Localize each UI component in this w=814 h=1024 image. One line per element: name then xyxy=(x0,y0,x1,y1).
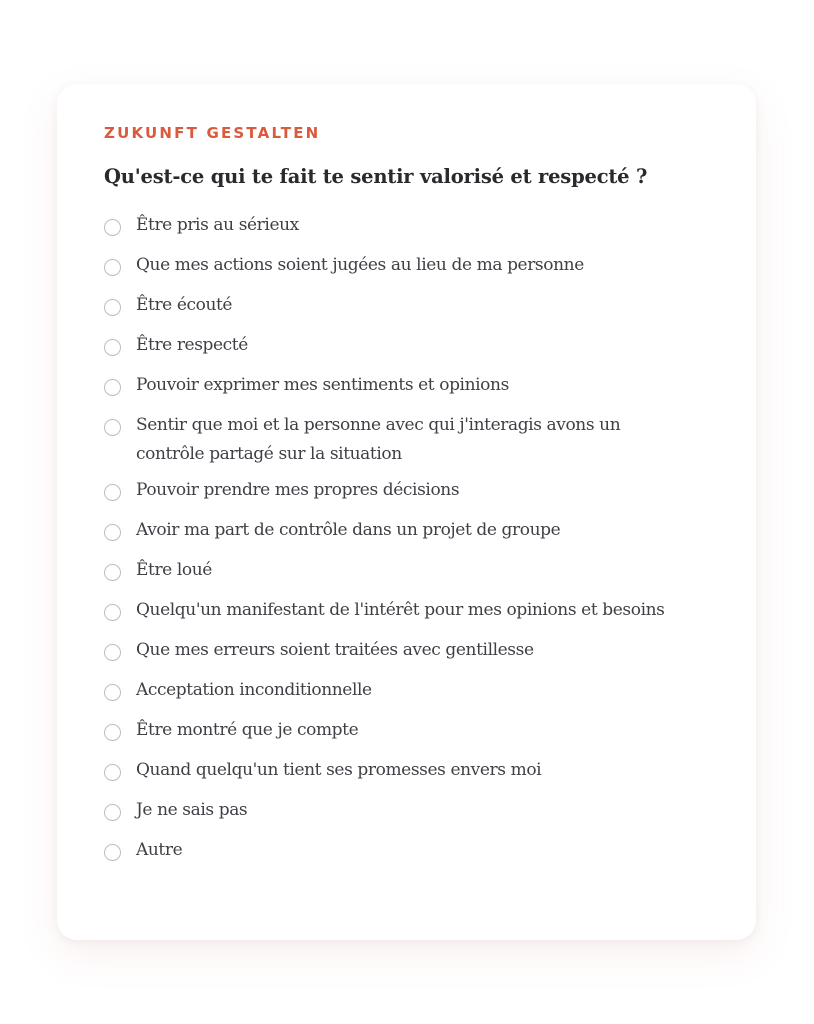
option-item[interactable] xyxy=(104,800,716,829)
option-label: Être respecté xyxy=(136,335,248,355)
radio-button[interactable] xyxy=(104,724,121,741)
options-list xyxy=(104,215,716,869)
radio-button[interactable] xyxy=(104,524,121,541)
option-label: Que mes erreurs soient traitées avec gentillesse xyxy=(136,640,534,660)
option-label: Être écouté xyxy=(136,295,233,315)
section-eyebrow: ZUKUNFT GESTALTEN xyxy=(104,124,321,142)
option-item[interactable] xyxy=(104,215,716,244)
radio-button[interactable] xyxy=(104,604,121,621)
radio-button[interactable] xyxy=(104,644,121,661)
option-label: Acceptation inconditionnelle xyxy=(136,680,372,700)
option-item[interactable] xyxy=(104,600,716,629)
option-label: Être loué xyxy=(136,560,212,580)
option-item[interactable] xyxy=(104,480,716,509)
radio-button[interactable] xyxy=(104,299,121,316)
radio-button[interactable] xyxy=(104,484,121,501)
option-item[interactable] xyxy=(104,520,716,549)
option-item[interactable] xyxy=(104,560,716,589)
survey-card xyxy=(57,84,756,940)
radio-button[interactable] xyxy=(104,219,121,236)
option-label: Pouvoir prendre mes propres décisions xyxy=(136,480,460,500)
option-item[interactable] xyxy=(104,760,716,789)
option-item[interactable] xyxy=(104,720,716,749)
option-item[interactable] xyxy=(104,680,716,709)
radio-button[interactable] xyxy=(104,804,121,821)
radio-button[interactable] xyxy=(104,764,121,781)
question-title: Qu'est-ce qui te fait te sentir valorisé et respecté ? xyxy=(104,165,648,188)
option-item[interactable] xyxy=(104,295,716,324)
option-label: Avoir ma part de contrôle dans un projet de groupe xyxy=(136,520,561,540)
radio-button[interactable] xyxy=(104,844,121,861)
option-item[interactable] xyxy=(104,840,716,869)
radio-button[interactable] xyxy=(104,259,121,276)
radio-button[interactable] xyxy=(104,379,121,396)
option-item[interactable] xyxy=(104,375,716,404)
option-label: Quand quelqu'un tient ses promesses envers moi xyxy=(136,760,542,780)
option-label: Pouvoir exprimer mes sentiments et opinions xyxy=(136,375,509,395)
option-item[interactable] xyxy=(104,415,716,469)
option-label: Sentir que moi et la personne avec qui j'interagis avons un contrôle partagé sur la situation xyxy=(136,415,621,464)
option-item[interactable] xyxy=(104,640,716,669)
option-label: Je ne sais pas xyxy=(136,800,248,820)
option-label: Être pris au sérieux xyxy=(136,215,299,235)
option-label: Être montré que je compte xyxy=(136,720,359,740)
option-item[interactable] xyxy=(104,335,716,364)
option-item[interactable] xyxy=(104,255,716,284)
option-label: Que mes actions soient jugées au lieu de ma personne xyxy=(136,255,584,275)
radio-button[interactable] xyxy=(104,419,121,436)
option-label: Autre xyxy=(136,840,183,860)
option-label: Quelqu'un manifestant de l'intérêt pour mes opinions et besoins xyxy=(136,600,665,620)
radio-button[interactable] xyxy=(104,684,121,701)
radio-button[interactable] xyxy=(104,564,121,581)
radio-button[interactable] xyxy=(104,339,121,356)
